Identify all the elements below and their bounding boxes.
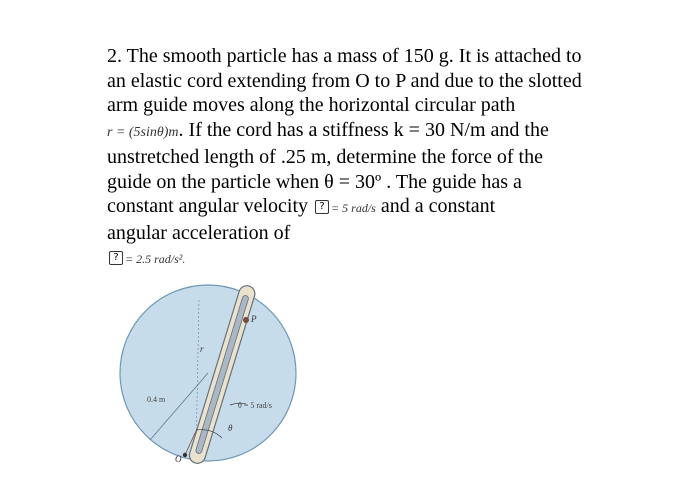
pivot-o [183, 453, 187, 457]
particle-p [243, 317, 249, 323]
problem-line-7-head: constant angular velocity [107, 195, 309, 217]
label-distance: 0.4 m [147, 395, 166, 404]
alpha-equation: = 2.5 rad/s². [125, 252, 186, 266]
label-omega: θ = 5 rad/s [238, 401, 272, 410]
missing-glyph-icon: ? [315, 200, 329, 214]
path-equation: r = (5sinθ)m [107, 124, 179, 140]
problem-line-1: 2. The smooth particle has a mass of 150 g. It is attached to [107, 45, 582, 67]
label-r: r [200, 344, 204, 354]
problem-line-5: unstretched length of .25 m, determine the force of the [107, 146, 543, 168]
problem-line-7-tail: and a constant [380, 195, 496, 217]
problem-line-6: guide on the particle when θ = 30º . The guide has a [107, 170, 522, 193]
problem-line-4-tail: . If the cord has a stiffness k = 30 N/m and the [178, 118, 549, 141]
label-p: P [251, 314, 257, 324]
label-o: O [175, 454, 182, 464]
problem-line-3: arm guide moves along the horizontal circular path [107, 94, 516, 116]
label-theta: θ [228, 423, 233, 433]
problem-line-8: angular acceleration of [107, 221, 291, 244]
missing-glyph-icon: ? [109, 251, 123, 265]
problem-line-2: an elastic cord extending from O to P and due to the slotted [107, 69, 582, 92]
omega-equation: = 5 rad/s [331, 201, 376, 215]
